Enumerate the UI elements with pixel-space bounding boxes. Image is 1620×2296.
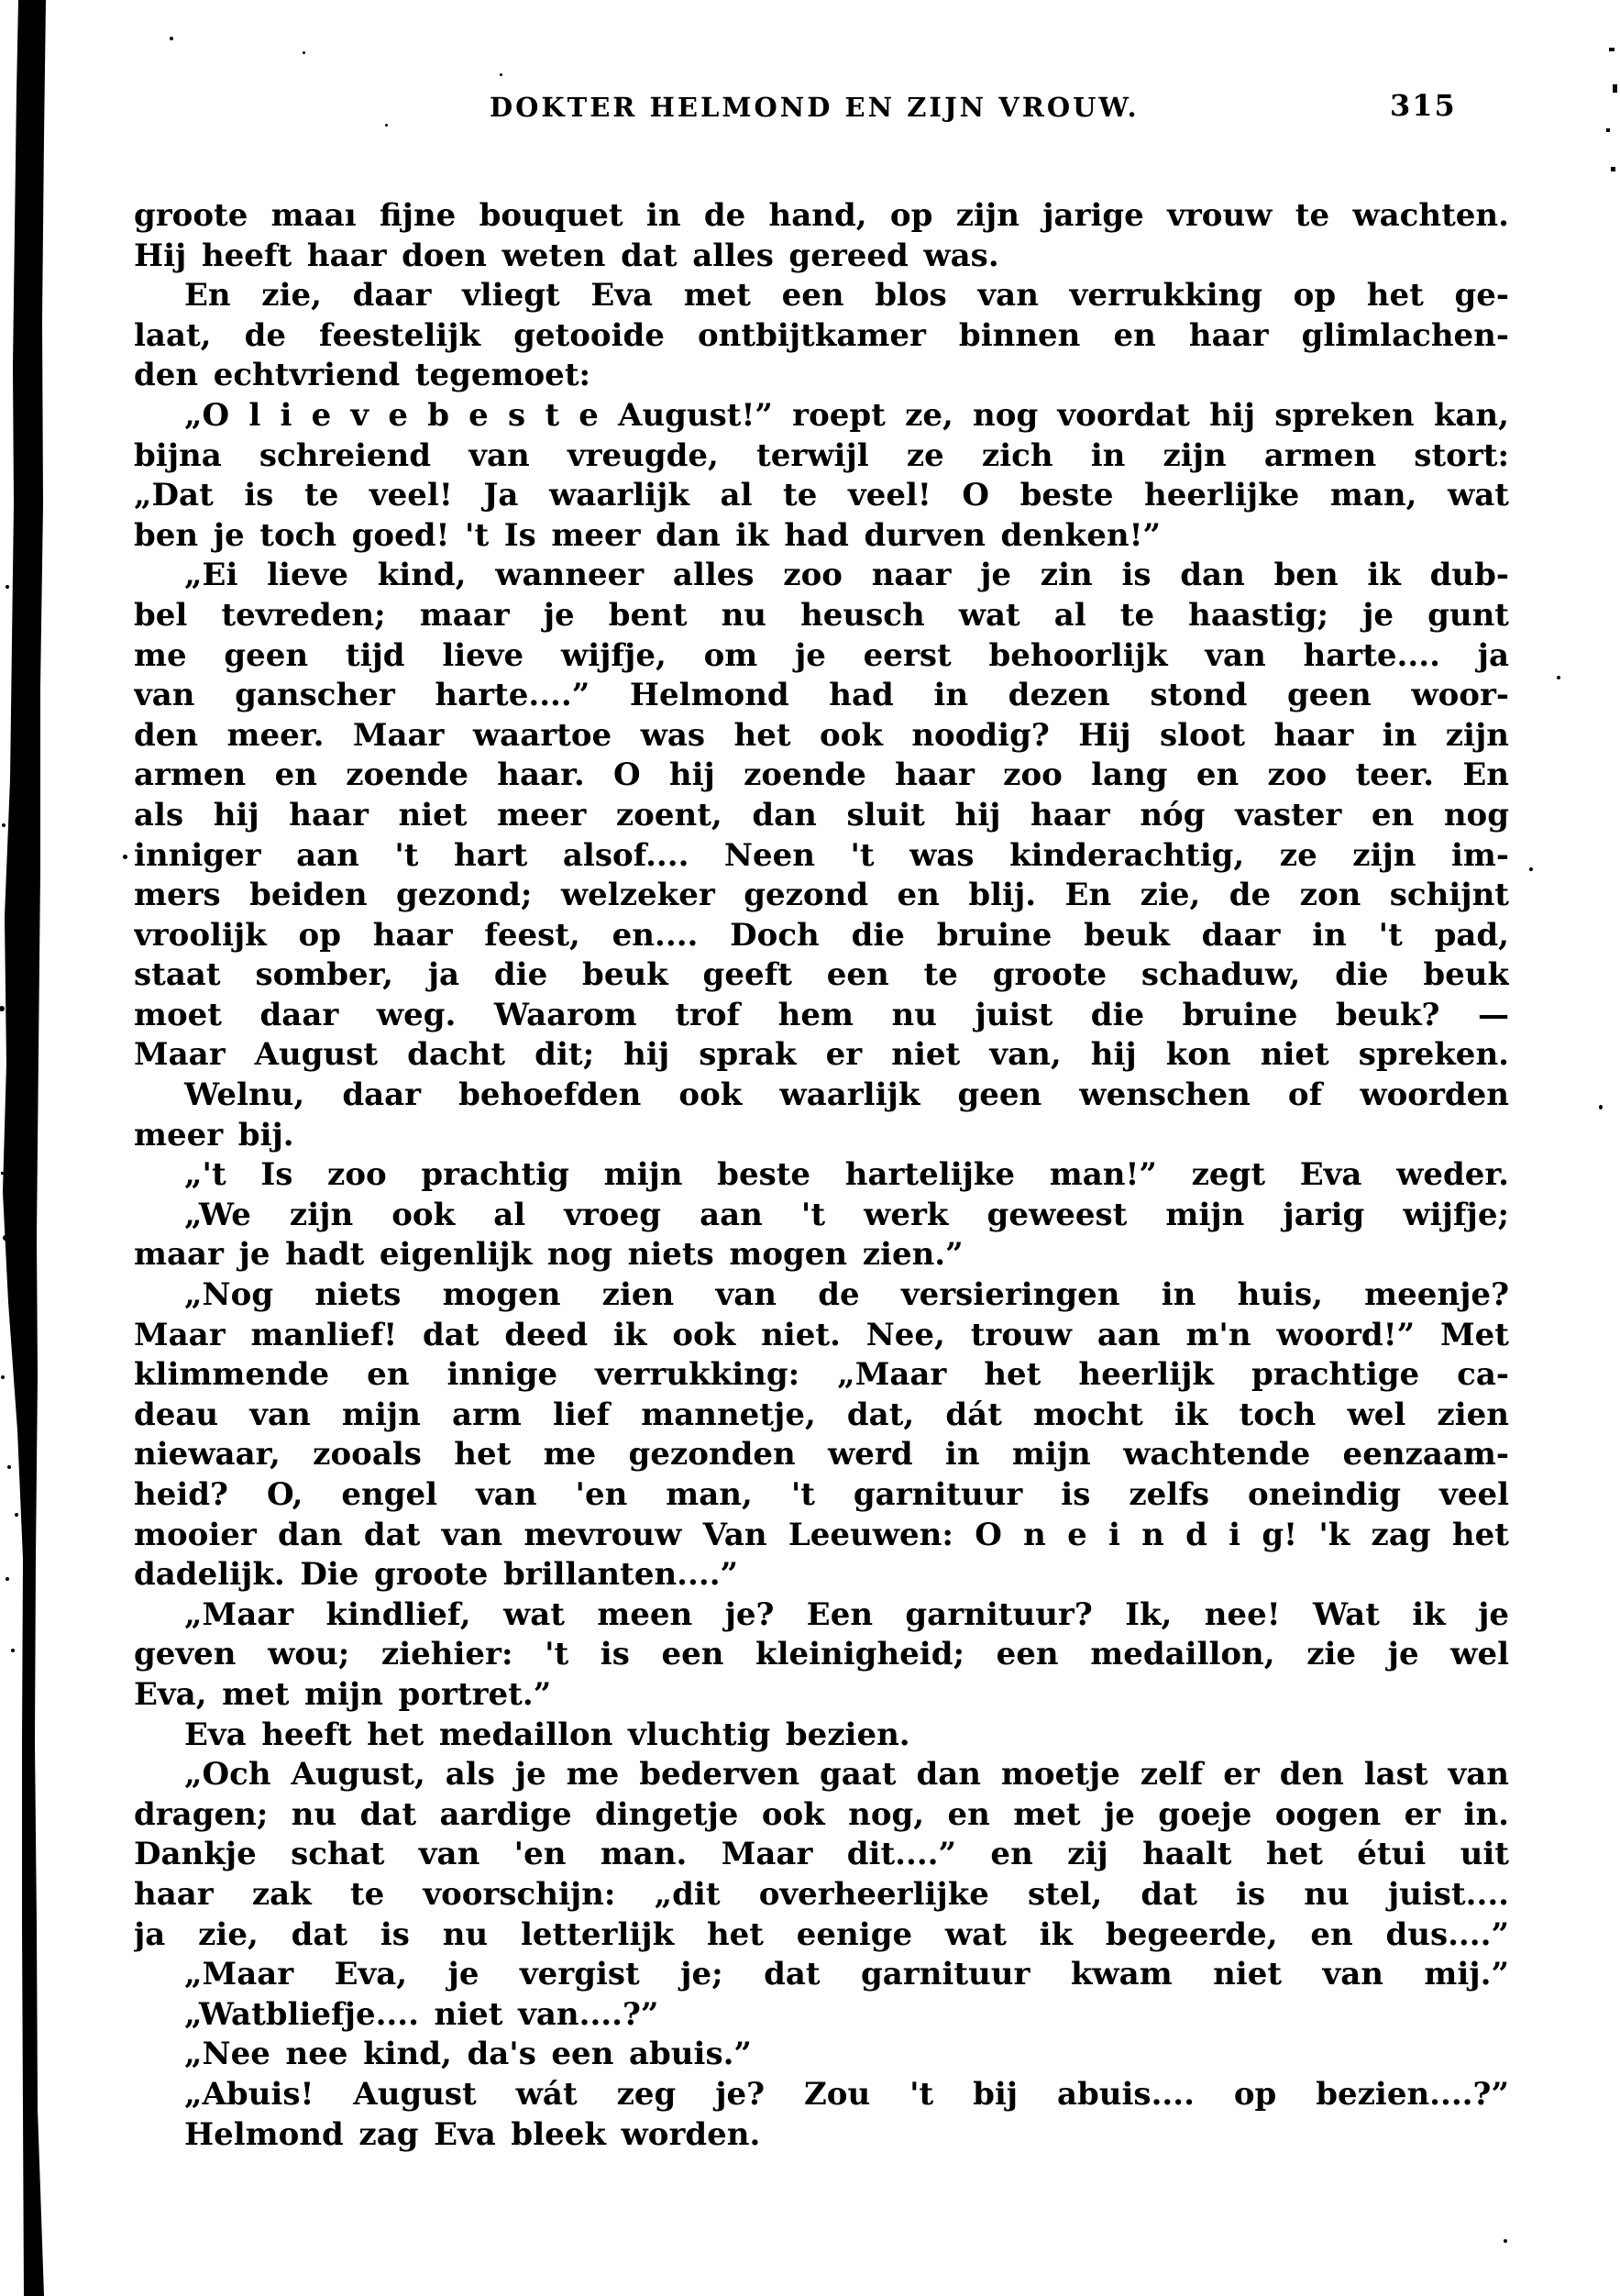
- text-line: Maar manlief! dat deed ik ook niet. Nee, trouw aan m'n woord!” Met: [134, 1316, 1509, 1353]
- text-line: geven wou; ziehier: 't is een kleinigheid; een medaillon, zie je wel: [134, 1636, 1509, 1673]
- text-line: vroolijk op haar feest, en.... Doch die bruine beuk daar in 't pad,: [134, 916, 1509, 954]
- text-line: armen en zoende haar. O hij zoende haar zoo lang en zoo teer. En: [134, 756, 1509, 794]
- text-line: „Nee nee kind, da's een abuis.”: [184, 2036, 752, 2073]
- text-line: staat somber, ja die beuk geeft een te groote schaduw, die beuk: [134, 956, 1509, 994]
- text-line: „Nog niets mogen zien van de versieringen in huis, meenje?: [184, 1276, 1509, 1314]
- text-line: haar zak te voorschijn: „dit overheerlijke stel, dat is nu juist....: [134, 1875, 1509, 1913]
- text-line: En zie, daar vliegt Eva met een blos van verrukking op het ge-: [184, 277, 1509, 315]
- text-line: „Och August, als je me bederven gaat dan moetje zelf er den last van: [184, 1756, 1509, 1794]
- text-line: „We zijn ook al vroeg aan 't werk geweest mijn jarig wijfje;: [184, 1196, 1509, 1233]
- ink-speck: [1606, 128, 1610, 132]
- text-line: „O l i e v e b e s t e August!” roept ze, nog voordat hij spreken kan,: [184, 396, 1509, 434]
- text-line: dragen; nu dat aardige dingetje ook nog, en met je goeje oogen er in.: [134, 1795, 1509, 1833]
- text-line: „Maar Eva, je vergist je; dat garnituur kwam niet van mij.”: [184, 1956, 1509, 1993]
- text-line: „Ei lieve kind, wanneer alles zoo naar je zin is dan ben ik dub-: [184, 557, 1509, 594]
- ink-speck: [1557, 676, 1560, 679]
- ink-speck: [303, 51, 305, 54]
- text-line: laat, de feestelijk getooide ontbijtkamer binnen en haar glimlachen-: [134, 316, 1509, 354]
- text-line: „Maar kindlief, wat meen je? Een garnituur? Ik, nee! Wat ik je: [184, 1595, 1509, 1633]
- text-line: heid? O, engel van 'en man, 't garnituur is zelfs oneindig veel: [134, 1476, 1509, 1513]
- ink-speck: [385, 124, 388, 127]
- text-line: groote maaı fijne bouquet in de hand, op zijn jarige vrouw te wachten.: [134, 197, 1509, 234]
- text-line: meer bij.: [134, 1116, 294, 1154]
- ink-speck: [1529, 867, 1533, 871]
- text-line: als hij haar niet meer zoent, dan sluit hij haar nóg vaster en nog: [134, 796, 1509, 833]
- text-line: mooier dan dat van mevrouw Van Leeuwen: O n e i n d i g! 'k zag het: [134, 1516, 1509, 1553]
- text-line: Welnu, daar behoefden ook waarlijk geen wenschen of woorden: [184, 1076, 1509, 1114]
- text-line: klimmende en innige verrukking: „Maar het heerlijk prachtige ca-: [134, 1356, 1509, 1394]
- text-line: niewaar, zooals het me gezonden werd in mijn wachtende eenzaam-: [134, 1436, 1509, 1474]
- text-line: dadelijk. Die groote brillanten....”: [134, 1556, 739, 1594]
- ink-speck: [1613, 84, 1617, 93]
- text-line: den meer. Maar waartoe was het ook noodig? Hij sloot haar in zijn: [134, 716, 1509, 754]
- text-line: me geen tijd lieve wijfje, om je eerst behoorlijk van harte.... ja: [134, 636, 1509, 674]
- text-line: deau van mijn arm lief mannetje, dat, dát mocht ik toch wel zien: [134, 1396, 1509, 1433]
- ink-speck: [170, 37, 173, 40]
- ink-speck: [1611, 167, 1615, 171]
- text-line: mers beiden gezond; welzeker gezond en blij. En zie, de zon schijnt: [134, 877, 1509, 914]
- text-line: bel tevreden; maar je bent nu heusch wat al te haastig; je gunt: [134, 596, 1509, 634]
- text-line: Hij heeft haar doen weten dat alles gereed was.: [134, 237, 999, 274]
- ink-speck: [1504, 2239, 1507, 2243]
- ink-speck: [123, 855, 127, 859]
- text-line: „Watbliefje.... niet van....?”: [184, 1995, 659, 2033]
- running-head-title: DOKTER HELMOND EN ZIJN VROUW.: [490, 92, 1140, 123]
- page-number: 315: [1390, 88, 1457, 123]
- text-line: „Dat is te veel! Ja waarlijk al te veel! O beste heerlijke man, wat: [134, 477, 1509, 514]
- text-line: maar je hadt eigenlijk nog niets mogen zien.”: [134, 1236, 964, 1274]
- text-line: Dankje schat van 'en man. Maar dit....” en zij haalt het étui uit: [134, 1836, 1509, 1873]
- text-line: Helmond zag Eva bleek worden.: [184, 2115, 761, 2153]
- text-line: Eva heeft het medaillon vluchtig bezien.: [184, 1716, 910, 1753]
- text-line: Maar August dacht dit; hij sprak er niet van, hij kon niet spreken.: [134, 1036, 1509, 1074]
- ink-speck: [1599, 1105, 1603, 1109]
- text-line: „'t Is zoo prachtig mijn beste hartelijke man!” zegt Eva weder.: [184, 1156, 1509, 1194]
- text-line: inniger aan 't hart alsof.... Neen 't was kinderachtig, ze zijn im-: [134, 836, 1509, 874]
- text-line: moet daar weg. Waarom trof hem nu juist die bruine beuk? —: [134, 996, 1509, 1033]
- text-line: Eva, met mijn portret.”: [134, 1675, 552, 1713]
- text-line: bijna schreiend van vreugde, terwijl ze zich in zijn armen stort:: [134, 436, 1509, 474]
- text-line: den echtvriend tegemoet:: [134, 357, 591, 394]
- text-line: van ganscher harte....” Helmond had in dezen stond geen woor-: [134, 677, 1509, 714]
- page-text-block: [134, 196, 1509, 2155]
- text-line: ja zie, dat is nu letterlijk het eenige wat ik begeerde, en dus....”: [134, 1915, 1509, 1953]
- ink-speck: [500, 73, 502, 76]
- ink-speck: [1609, 48, 1614, 51]
- binding-shadow: [0, 0, 55, 2296]
- text-line: ben je toch goed! 't Is meer dan ik had durven denken!”: [134, 516, 1162, 554]
- text-line: „Abuis! August wát zeg je? Zou 't bij abuis.... op bezien....?”: [184, 2075, 1509, 2113]
